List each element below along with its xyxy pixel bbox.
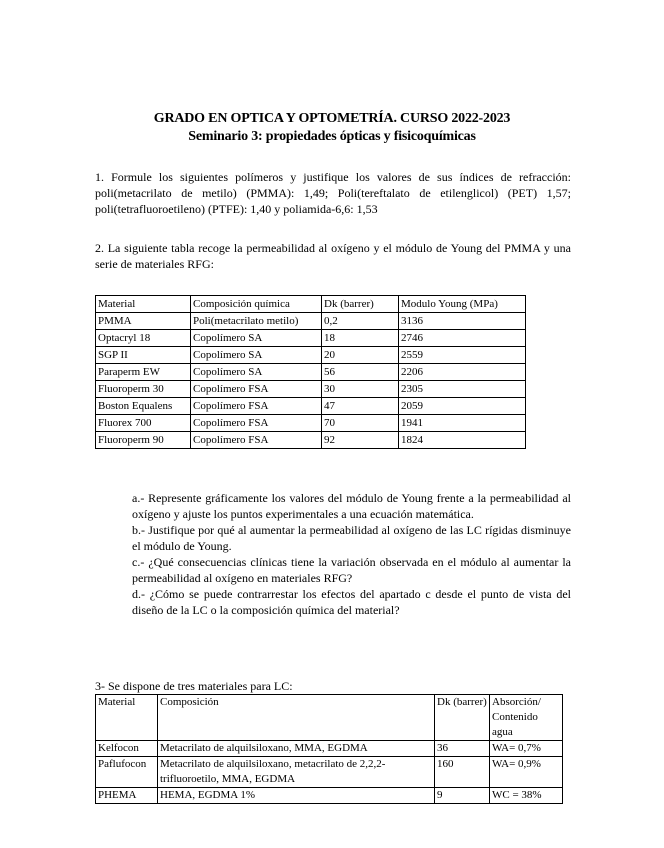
table-row: [96, 741, 563, 757]
table-row: [96, 330, 526, 347]
table-row: [96, 757, 563, 788]
materials-table: [95, 694, 563, 804]
subitem-d: d.- ¿Cómo se puede contrarrestar los efectos del apartado c desde el punto de vista del diseño de la LC o la composición química del material?: [132, 587, 571, 617]
question-1-text: 1. Formule los siguientes polímeros y justifique los valores de sus índices de refracción: poli(metacrilato de metilo) (PMMA): 1,49; Poli(tereftalato de etilenglicol) (PET) 1,57; poli(tetrafluoroetileno) (PTFE): 1,40 y poliamida-6,6: 1,53: [95, 170, 571, 216]
table-cell: WA= 0,7%: [490, 741, 563, 757]
header-cell: Material: [96, 296, 191, 313]
question-3: [95, 678, 571, 694]
table-cell: 47: [322, 398, 399, 415]
table-cell: 1824: [399, 432, 526, 449]
table-row: [96, 313, 526, 330]
subitem-c: c.- ¿Qué consecuencias clínicas tiene la variación observada en el módulo al aumentar la permeabilidad al oxígeno en materiales RFG?: [132, 555, 571, 585]
table-cell: 9: [435, 788, 490, 804]
header-cell: Modulo Young (MPa): [399, 296, 526, 313]
question-2-text: 2. La siguiente tabla recoge la permeabilidad al oxígeno y el módulo de Young del PMMA y una serie de materiales RFG:: [95, 241, 571, 271]
table-cell: Paraperm EW: [96, 364, 191, 381]
table-cell: 0,2: [322, 313, 399, 330]
table-cell: Copolímero FSA: [191, 415, 322, 432]
table-cell: Poli(metacrilato metilo): [191, 313, 322, 330]
table-cell: SGP II: [96, 347, 191, 364]
header-cell: Absorción/ Contenido agua: [490, 695, 563, 741]
document-title: GRADO EN OPTICA Y OPTOMETRÍA. CURSO 2022-2023: [153, 111, 511, 126]
header-cell: Dk (barrer): [435, 695, 490, 741]
table-cell: Optacryl 18: [96, 330, 191, 347]
table-cell: 2559: [399, 347, 526, 364]
table-cell: Fluoroperm 90: [96, 432, 191, 449]
table-row: [96, 381, 526, 398]
table-cell: 2206: [399, 364, 526, 381]
document-subtitle: Seminario 3: propiedades ópticas y fisicoquímicas: [188, 129, 476, 144]
permeability-table: [95, 295, 526, 449]
table-cell: 160: [435, 757, 490, 788]
table-row: [96, 398, 526, 415]
table-row: [96, 788, 563, 804]
table-cell: Fluoroperm 30: [96, 381, 191, 398]
table-cell: 92: [322, 432, 399, 449]
table-cell: Metacrilato de alquilsiloxano, metacrilato de 2,2,2-trifluoroetilo, MMA, EGDMA: [158, 757, 435, 788]
table-cell: 3136: [399, 313, 526, 330]
table-cell: WA= 0,9%: [490, 757, 563, 788]
table-row: [96, 415, 526, 432]
table-cell: HEMA, EGDMA 1%: [158, 788, 435, 804]
table-header-row: [96, 695, 563, 741]
table-cell: Paflufocon: [96, 757, 158, 788]
header-cell: Composición química: [191, 296, 322, 313]
table-cell: 2746: [399, 330, 526, 347]
table-row: [96, 364, 526, 381]
question-3-text: 3- Se dispone de tres materiales para LC:: [95, 679, 293, 693]
table-cell: 18: [322, 330, 399, 347]
table-cell: 2305: [399, 381, 526, 398]
table-cell: Boston Equalens: [96, 398, 191, 415]
table-cell: Copolímero SA: [191, 330, 322, 347]
table-cell: WC = 38%: [490, 788, 563, 804]
table-cell: Kelfocon: [96, 741, 158, 757]
subitem-b: b.- Justifique por qué al aumentar la permeabilidad al oxígeno de las LC rígidas disminuye el módulo de Young.: [132, 523, 571, 553]
table-cell: Copolímero FSA: [191, 398, 322, 415]
table-row: [96, 432, 526, 449]
table-cell: 36: [435, 741, 490, 757]
table-cell: 56: [322, 364, 399, 381]
table-cell: Copolímero SA: [191, 347, 322, 364]
table-cell: 20: [322, 347, 399, 364]
table-cell: Metacrilato de alquilsiloxano, MMA, EGDMA: [158, 741, 435, 757]
table-cell: 2059: [399, 398, 526, 415]
table-cell: Fluorex 700: [96, 415, 191, 432]
table-cell: 1941: [399, 415, 526, 432]
table-cell: 70: [322, 415, 399, 432]
table-cell: PMMA: [96, 313, 191, 330]
table-cell: Copolímero FSA: [191, 432, 322, 449]
header-cell: Dk (barrer): [322, 296, 399, 313]
table-header-row: [96, 296, 526, 313]
table-cell: Copolímero FSA: [191, 381, 322, 398]
question-2-subitems: [132, 490, 571, 618]
table-cell: PHEMA: [96, 788, 158, 804]
table-row: [96, 347, 526, 364]
table-cell: 30: [322, 381, 399, 398]
question-2: [95, 240, 571, 272]
subitem-a: a.- Represente gráficamente los valores del módulo de Young frente a la permeabilidad al oxígeno y ajuste los puntos experimentales a una ecuación matemática.: [132, 491, 571, 521]
header-cell: Composición: [158, 695, 435, 741]
table-cell: Copolímero SA: [191, 364, 322, 381]
question-1: [95, 169, 571, 217]
header-cell: Material: [96, 695, 158, 741]
